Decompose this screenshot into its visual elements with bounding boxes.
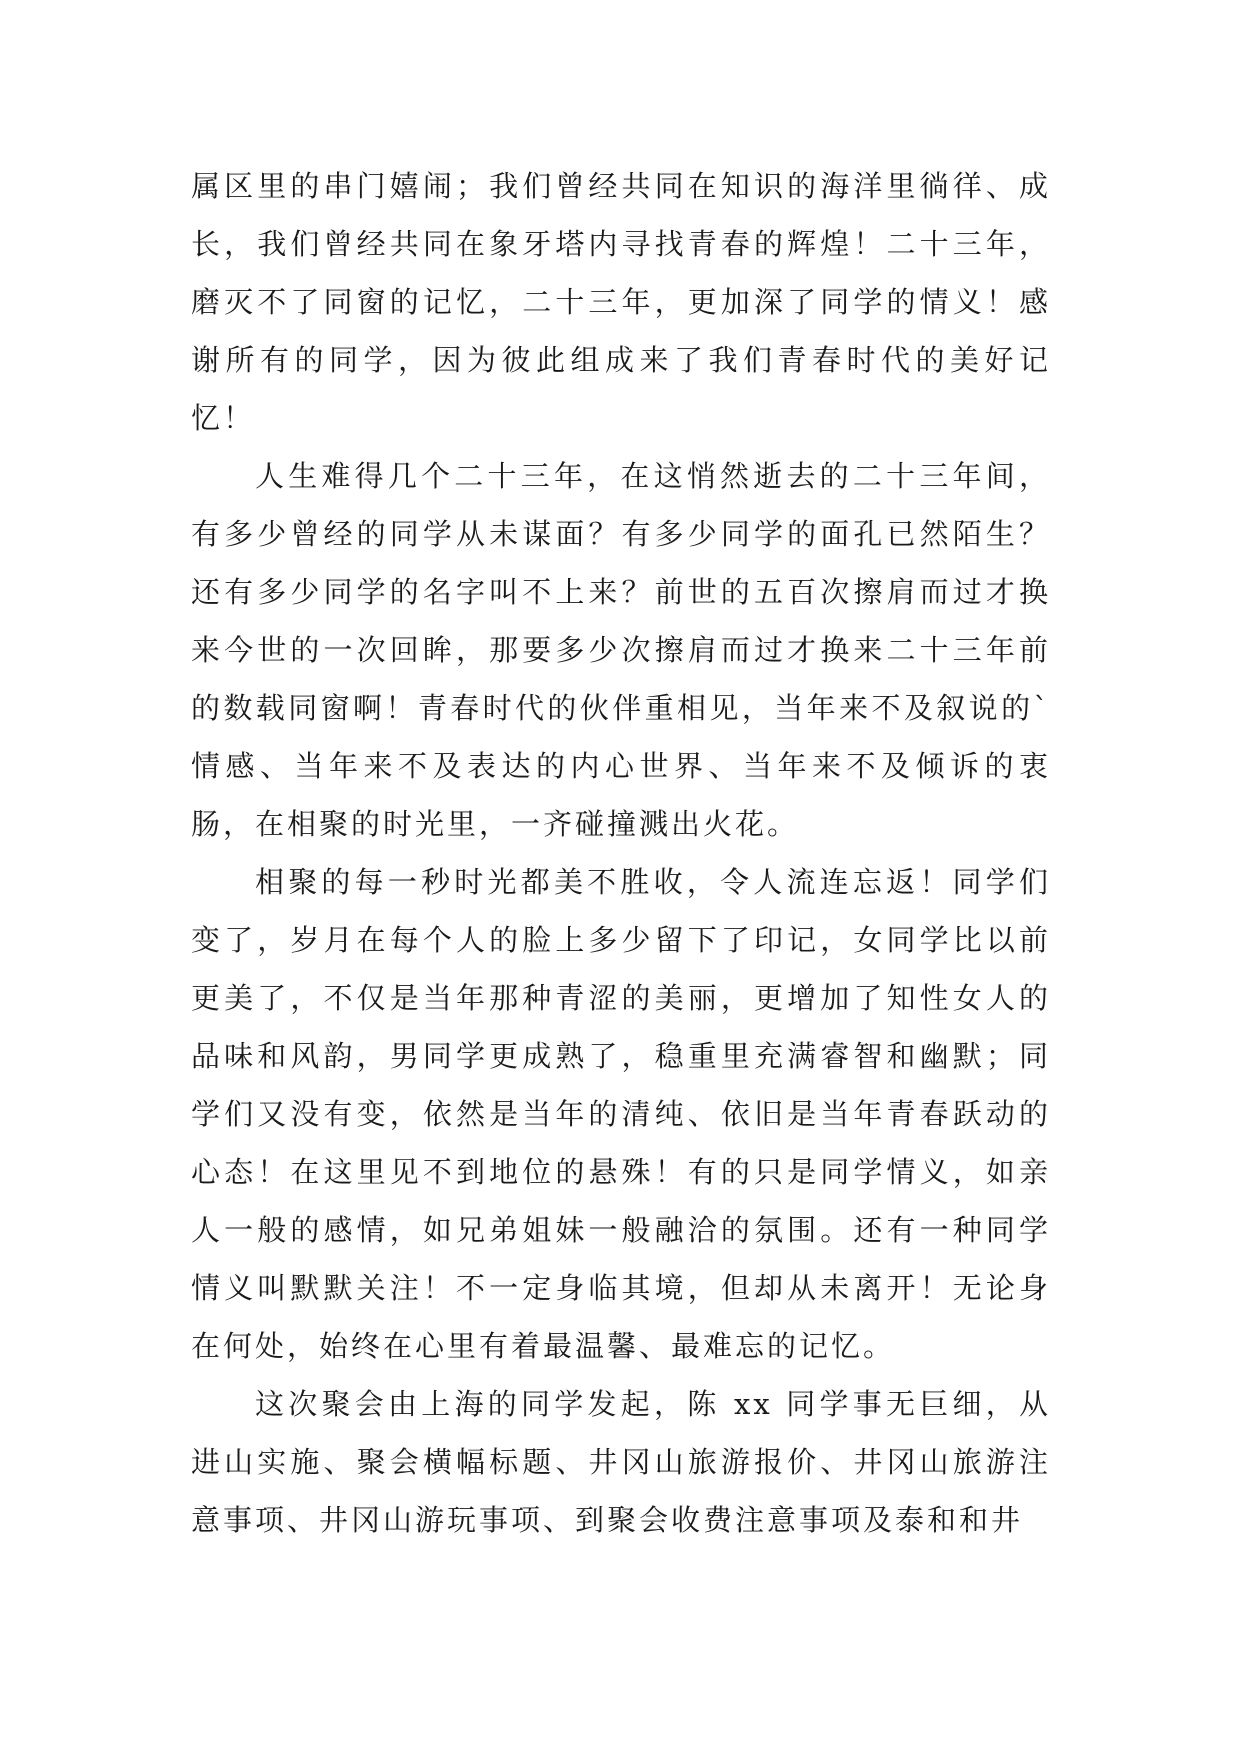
document-body — [191, 157, 1051, 1549]
paragraph-1: 属区里的串门嬉闹；我们曾经共同在知识的海洋里徜徉、成长，我们曾经共同在象牙塔内寻找青春的辉煌！二十三年，磨灭不了同窗的记忆，二十三年，更加深了同学的情义！感谢所有的同学，因为彼此组成来了我们青春时代的美好记忆！ — [191, 169, 1051, 435]
paragraph-4: 这次聚会由上海的同学发起，陈 xx 同学事无巨细，从进山实施、聚会横幅标题、井冈山旅游报价、井冈山旅游注意事项、井冈山游玩事项、到聚会收费注意事项及泰和和井 — [191, 1387, 1051, 1537]
paragraph-2: 人生难得几个二十三年，在这悄然逝去的二十三年间，有多少曾经的同学从未谋面？有多少同学的面孔已然陌生？还有多少同学的名字叫不上来？前世的五百次擦肩而过才换来今世的一次回眸，那要多少次擦肩而过才换来二十三年前的数载同窗啊！青春时代的伙伴重相见，当年来不及叙说的`情感、当年来不及表达的内心世界、当年来不及倾诉的衷肠，在相聚的时光里，一齐碰撞溅出火花。 — [191, 459, 1051, 841]
paragraph-3: 相聚的每一秒时光都美不胜收，令人流连忘返！同学们变了，岁月在每个人的脸上多少留下了印记，女同学比以前更美了，不仅是当年那种青涩的美丽，更增加了知性女人的品味和风韵，男同学更成熟了，稳重里充满睿智和幽默；同学们又没有变，依然是当年的清纯、依旧是当年青春跃动的心态！在这里见不到地位的悬殊！有的只是同学情义，如亲人一般的感情，如兄弟姐妹一般融洽的氛围。还有一种同学情义叫默默关注！不一定身临其境，但却从未离开！无论身在何处，始终在心里有着最温馨、最难忘的记忆。 — [191, 865, 1051, 1363]
